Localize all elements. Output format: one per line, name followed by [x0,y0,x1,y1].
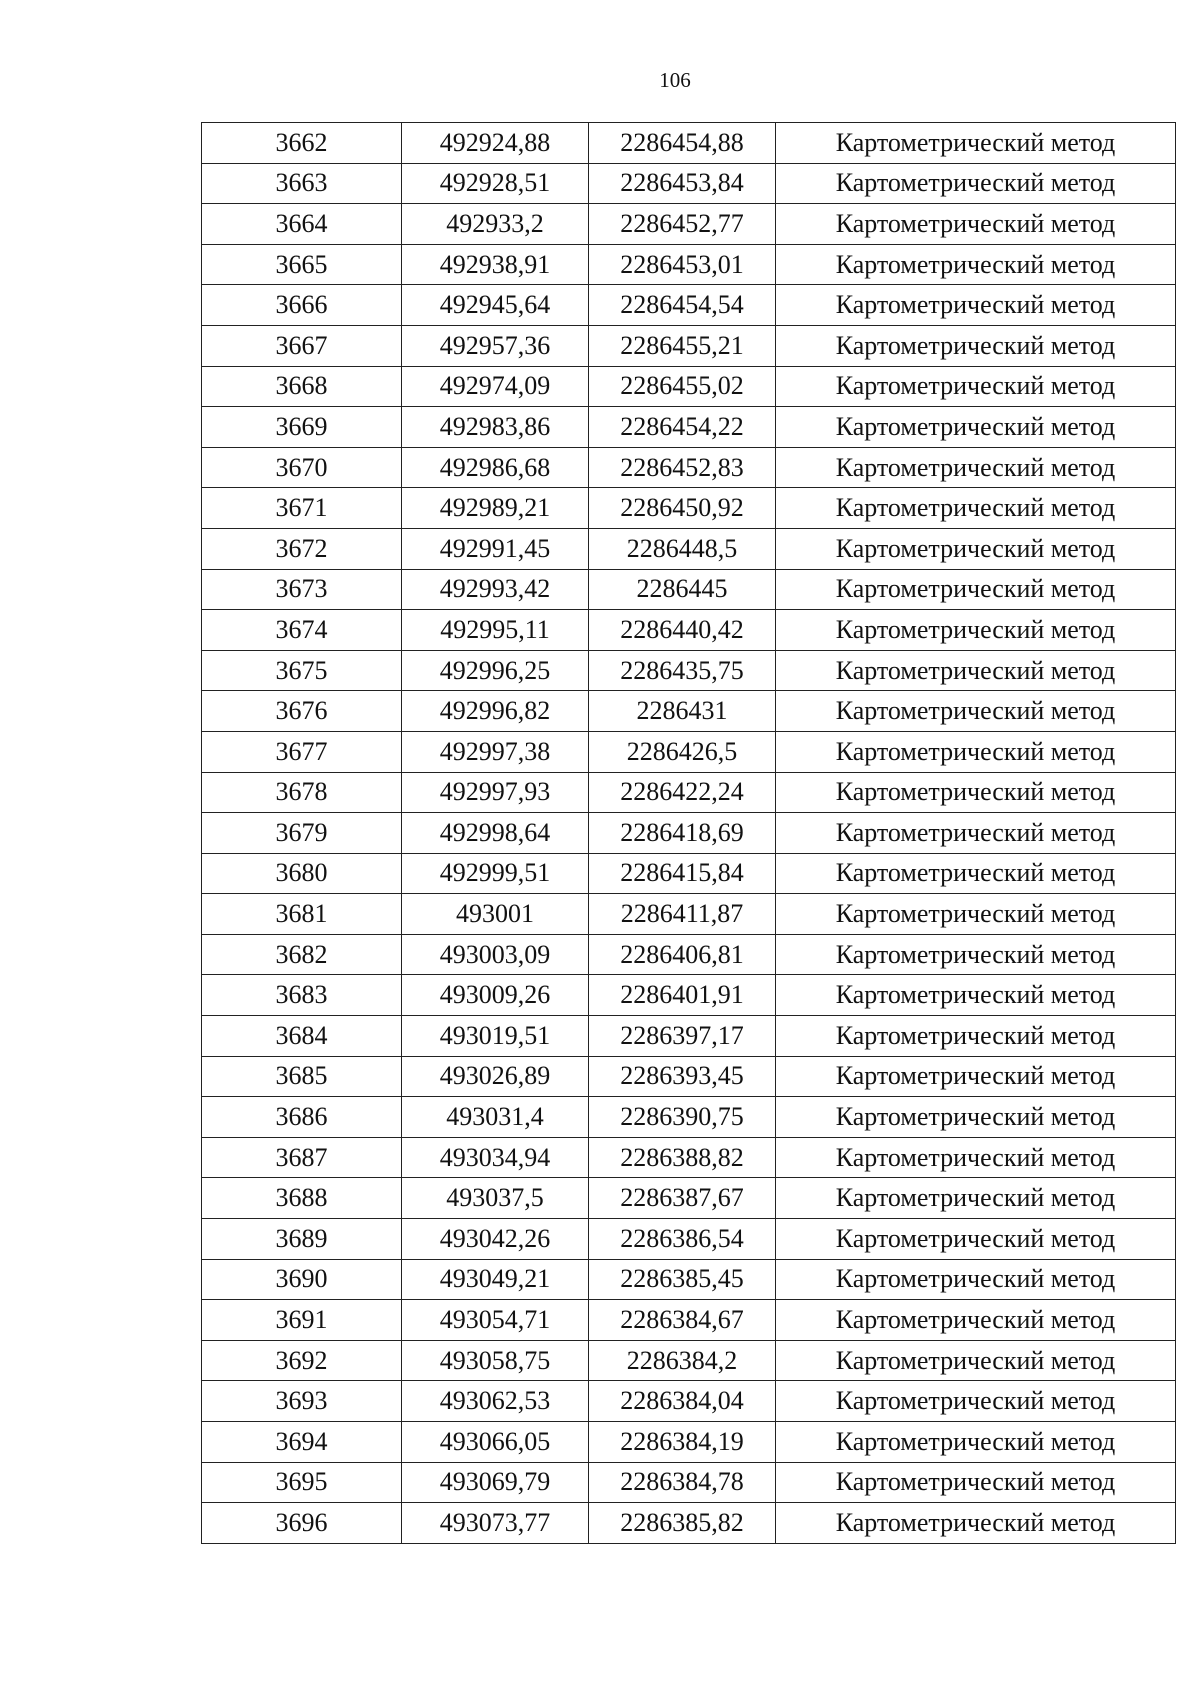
method-cell: Картометрический метод [776,1097,1176,1138]
table-row [202,1503,1176,1544]
y-coordinate-cell: 2286431 [589,691,776,732]
x-coordinate-cell: 492997,93 [402,772,589,813]
method-cell: Картометрический метод [776,894,1176,935]
table-row [202,853,1176,894]
y-coordinate-cell: 2286388,82 [589,1137,776,1178]
x-coordinate-cell: 493031,4 [402,1097,589,1138]
table-row [202,1300,1176,1341]
table-row [202,407,1176,448]
x-coordinate-cell: 493049,21 [402,1259,589,1300]
method-cell: Картометрический метод [776,610,1176,651]
table-row [202,813,1176,854]
y-coordinate-cell: 2286406,81 [589,934,776,975]
method-cell: Картометрический метод [776,488,1176,529]
method-cell: Картометрический метод [776,1056,1176,1097]
method-cell: Картометрический метод [776,1300,1176,1341]
method-cell: Картометрический метод [776,204,1176,245]
point-number-cell: 3665 [202,244,402,285]
point-number-cell: 3696 [202,1503,402,1544]
table-row [202,650,1176,691]
x-coordinate-cell: 492924,88 [402,123,589,164]
x-coordinate-cell: 492995,11 [402,610,589,651]
point-number-cell: 3693 [202,1381,402,1422]
table-row [202,488,1176,529]
x-coordinate-cell: 493009,26 [402,975,589,1016]
method-cell: Картометрический метод [776,731,1176,772]
method-cell: Картометрический метод [776,1381,1176,1422]
method-cell: Картометрический метод [776,528,1176,569]
method-cell: Картометрический метод [776,1259,1176,1300]
x-coordinate-cell: 493026,89 [402,1056,589,1097]
y-coordinate-cell: 2286450,92 [589,488,776,529]
y-coordinate-cell: 2286445 [589,569,776,610]
point-number-cell: 3691 [202,1300,402,1341]
method-cell: Картометрический метод [776,691,1176,732]
point-number-cell: 3690 [202,1259,402,1300]
point-number-cell: 3678 [202,772,402,813]
point-number-cell: 3673 [202,569,402,610]
method-cell: Картометрический метод [776,853,1176,894]
x-coordinate-cell: 492986,68 [402,447,589,488]
table-row [202,1178,1176,1219]
table-row [202,366,1176,407]
method-cell: Картометрический метод [776,975,1176,1016]
point-number-cell: 3679 [202,813,402,854]
table-row [202,691,1176,732]
table-row [202,569,1176,610]
method-cell: Картометрический метод [776,1340,1176,1381]
x-coordinate-cell: 493037,5 [402,1178,589,1219]
x-coordinate-cell: 492998,64 [402,813,589,854]
point-number-cell: 3677 [202,731,402,772]
x-coordinate-cell: 492989,21 [402,488,589,529]
point-number-cell: 3695 [202,1462,402,1503]
point-number-cell: 3666 [202,285,402,326]
method-cell: Картометрический метод [776,407,1176,448]
y-coordinate-cell: 2286387,67 [589,1178,776,1219]
point-number-cell: 3668 [202,366,402,407]
y-coordinate-cell: 2286435,75 [589,650,776,691]
method-cell: Картометрический метод [776,1016,1176,1057]
x-coordinate-cell: 492974,09 [402,366,589,407]
table-row [202,1137,1176,1178]
table-row [202,447,1176,488]
table-row [202,772,1176,813]
y-coordinate-cell: 2286393,45 [589,1056,776,1097]
y-coordinate-cell: 2286384,19 [589,1422,776,1463]
point-number-cell: 3681 [202,894,402,935]
x-coordinate-cell: 493062,53 [402,1381,589,1422]
table-row [202,1097,1176,1138]
method-cell: Картометрический метод [776,285,1176,326]
point-number-cell: 3663 [202,163,402,204]
x-coordinate-cell: 492928,51 [402,163,589,204]
x-coordinate-cell: 493069,79 [402,1462,589,1503]
method-cell: Картометрический метод [776,1503,1176,1544]
y-coordinate-cell: 2286397,17 [589,1016,776,1057]
table-row [202,528,1176,569]
y-coordinate-cell: 2286385,45 [589,1259,776,1300]
method-cell: Картометрический метод [776,325,1176,366]
method-cell: Картометрический метод [776,244,1176,285]
y-coordinate-cell: 2286386,54 [589,1219,776,1260]
y-coordinate-cell: 2286401,91 [589,975,776,1016]
point-number-cell: 3692 [202,1340,402,1381]
table-row [202,204,1176,245]
x-coordinate-cell: 493066,05 [402,1422,589,1463]
table-row [202,244,1176,285]
y-coordinate-cell: 2286455,21 [589,325,776,366]
x-coordinate-cell: 493073,77 [402,1503,589,1544]
x-coordinate-cell: 492957,36 [402,325,589,366]
method-cell: Картометрический метод [776,772,1176,813]
x-coordinate-cell: 492996,82 [402,691,589,732]
x-coordinate-cell: 492933,2 [402,204,589,245]
table-row [202,1422,1176,1463]
table-row [202,1016,1176,1057]
point-number-cell: 3687 [202,1137,402,1178]
y-coordinate-cell: 2286426,5 [589,731,776,772]
y-coordinate-cell: 2286454,88 [589,123,776,164]
method-cell: Картометрический метод [776,934,1176,975]
table-row [202,731,1176,772]
method-cell: Картометрический метод [776,650,1176,691]
x-coordinate-cell: 493034,94 [402,1137,589,1178]
y-coordinate-cell: 2286384,04 [589,1381,776,1422]
x-coordinate-cell: 492983,86 [402,407,589,448]
table-row [202,1340,1176,1381]
y-coordinate-cell: 2286448,5 [589,528,776,569]
point-number-cell: 3671 [202,488,402,529]
method-cell: Картометрический метод [776,1219,1176,1260]
method-cell: Картометрический метод [776,1137,1176,1178]
table-row [202,325,1176,366]
point-number-cell: 3669 [202,407,402,448]
method-cell: Картометрический метод [776,813,1176,854]
y-coordinate-cell: 2286452,77 [589,204,776,245]
point-number-cell: 3680 [202,853,402,894]
x-coordinate-cell: 492938,91 [402,244,589,285]
method-cell: Картометрический метод [776,1462,1176,1503]
method-cell: Картометрический метод [776,569,1176,610]
table-row [202,934,1176,975]
point-number-cell: 3667 [202,325,402,366]
method-cell: Картометрический метод [776,366,1176,407]
table-row [202,1381,1176,1422]
table-row [202,1056,1176,1097]
y-coordinate-cell: 2286418,69 [589,813,776,854]
table-row [202,1259,1176,1300]
y-coordinate-cell: 2286440,42 [589,610,776,651]
y-coordinate-cell: 2286455,02 [589,366,776,407]
y-coordinate-cell: 2286385,82 [589,1503,776,1544]
method-cell: Картометрический метод [776,123,1176,164]
table-row [202,285,1176,326]
point-number-cell: 3682 [202,934,402,975]
x-coordinate-cell: 493019,51 [402,1016,589,1057]
point-number-cell: 3683 [202,975,402,1016]
x-coordinate-cell: 493003,09 [402,934,589,975]
table-row [202,894,1176,935]
table-row [202,163,1176,204]
y-coordinate-cell: 2286454,22 [589,407,776,448]
y-coordinate-cell: 2286384,67 [589,1300,776,1341]
x-coordinate-cell: 492991,45 [402,528,589,569]
point-number-cell: 3674 [202,610,402,651]
x-coordinate-cell: 493058,75 [402,1340,589,1381]
method-cell: Картометрический метод [776,447,1176,488]
point-number-cell: 3662 [202,123,402,164]
x-coordinate-cell: 492945,64 [402,285,589,326]
point-number-cell: 3694 [202,1422,402,1463]
table-row [202,123,1176,164]
x-coordinate-cell: 493001 [402,894,589,935]
point-number-cell: 3686 [202,1097,402,1138]
method-cell: Картометрический метод [776,163,1176,204]
page-number: 106 [659,68,691,92]
x-coordinate-cell: 493054,71 [402,1300,589,1341]
x-coordinate-cell: 492996,25 [402,650,589,691]
coordinates-table [201,122,1176,1544]
point-number-cell: 3672 [202,528,402,569]
point-number-cell: 3684 [202,1016,402,1057]
point-number-cell: 3688 [202,1178,402,1219]
x-coordinate-cell: 492997,38 [402,731,589,772]
y-coordinate-cell: 2286422,24 [589,772,776,813]
table-row [202,1219,1176,1260]
point-number-cell: 3685 [202,1056,402,1097]
coordinates-table-body [202,123,1176,1544]
y-coordinate-cell: 2286415,84 [589,853,776,894]
y-coordinate-cell: 2286384,78 [589,1462,776,1503]
x-coordinate-cell: 492999,51 [402,853,589,894]
x-coordinate-cell: 493042,26 [402,1219,589,1260]
y-coordinate-cell: 2286452,83 [589,447,776,488]
x-coordinate-cell: 492993,42 [402,569,589,610]
table-row [202,610,1176,651]
point-number-cell: 3675 [202,650,402,691]
point-number-cell: 3676 [202,691,402,732]
y-coordinate-cell: 2286453,84 [589,163,776,204]
table-row [202,975,1176,1016]
y-coordinate-cell: 2286411,87 [589,894,776,935]
y-coordinate-cell: 2286390,75 [589,1097,776,1138]
table-row [202,1462,1176,1503]
y-coordinate-cell: 2286454,54 [589,285,776,326]
method-cell: Картометрический метод [776,1422,1176,1463]
y-coordinate-cell: 2286453,01 [589,244,776,285]
point-number-cell: 3689 [202,1219,402,1260]
y-coordinate-cell: 2286384,2 [589,1340,776,1381]
method-cell: Картометрический метод [776,1178,1176,1219]
point-number-cell: 3664 [202,204,402,245]
point-number-cell: 3670 [202,447,402,488]
